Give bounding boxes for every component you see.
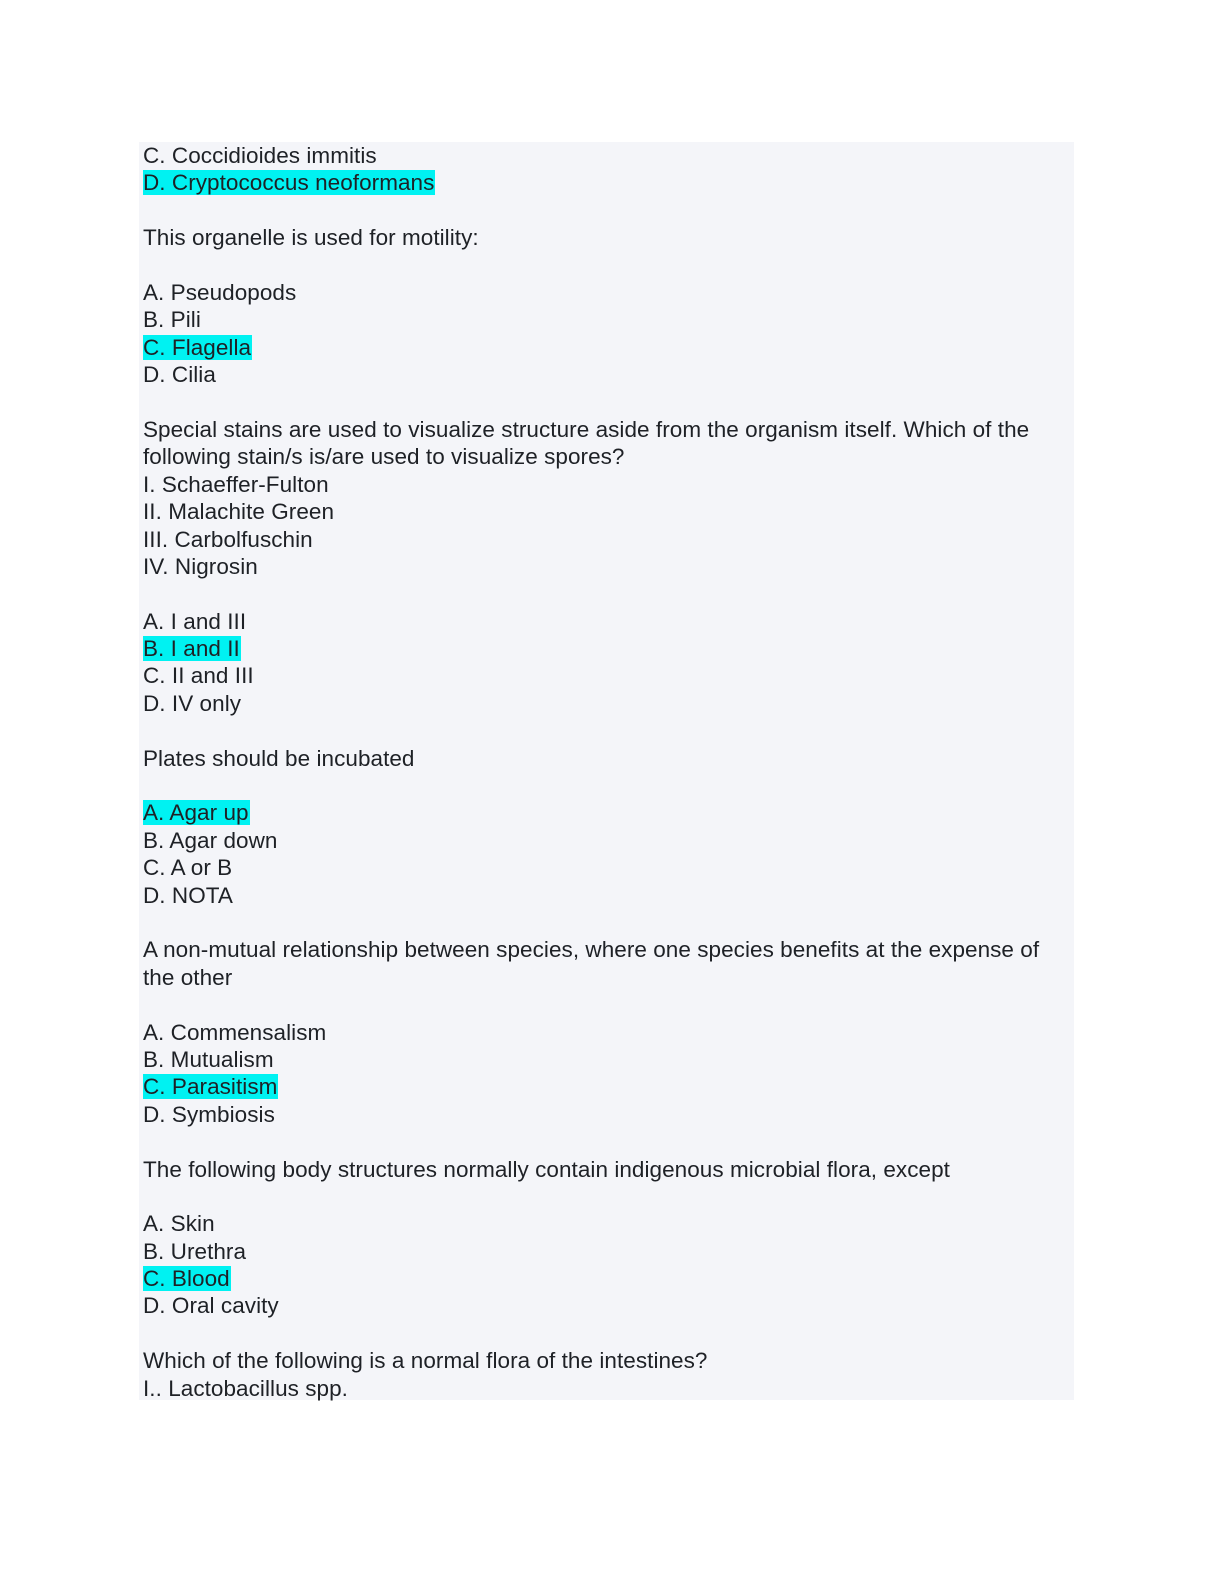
option-b xyxy=(143,827,1068,854)
option-label: D. IV only xyxy=(143,690,242,716)
option-label: D. Cilia xyxy=(143,362,216,388)
option-d-answer xyxy=(143,169,1068,196)
spacer xyxy=(143,717,1068,744)
option-label: B. Pili xyxy=(143,307,201,333)
roman-item: IV. Nigrosin xyxy=(143,553,258,579)
option-a xyxy=(143,608,1068,635)
option-c xyxy=(143,854,1068,881)
option-label: C. II and III xyxy=(143,663,254,689)
option-label: A. I and III xyxy=(143,608,247,634)
roman-item: I. Schaeffer-Fulton xyxy=(143,471,329,497)
spacer xyxy=(143,772,1068,799)
option-a xyxy=(143,1019,1068,1046)
option-label: B. Urethra xyxy=(143,1238,247,1264)
question-stem: The following body structures normally contain indigenous microbial flora, except xyxy=(143,1156,950,1182)
spacer xyxy=(143,197,1068,224)
option-label: B. Mutualism xyxy=(143,1046,274,1072)
option-b xyxy=(143,1238,1068,1265)
question-stem: A non-mutual relationship between species, where one species benefits at the expense of the other xyxy=(143,937,1040,990)
answer-highlight: B. I and II xyxy=(143,636,240,662)
option-label: D. Symbiosis xyxy=(143,1101,275,1127)
option-c-answer xyxy=(143,1073,1068,1100)
answer-highlight: C. Flagella xyxy=(143,334,252,360)
option-c-answer xyxy=(143,334,1068,361)
question-stem: Which of the following is a normal flora of the intestines? xyxy=(143,1348,708,1374)
question-stem: This organelle is used for motility: xyxy=(143,225,479,251)
option-d xyxy=(143,361,1068,388)
roman-item: III. Carbolfuschin xyxy=(143,526,313,552)
roman-item: II. Malachite Green xyxy=(143,499,335,525)
document-text xyxy=(143,142,1068,1402)
option-d xyxy=(143,1292,1068,1319)
option-c xyxy=(143,142,1068,169)
option-label: D. NOTA xyxy=(143,882,233,908)
option-label: A. Pseudopods xyxy=(143,279,297,305)
answer-highlight: A. Agar up xyxy=(143,800,249,826)
option-label: A. Commensalism xyxy=(143,1019,327,1045)
option-b-answer xyxy=(143,635,1068,662)
spacer xyxy=(143,580,1068,607)
answer-highlight: C. Blood xyxy=(143,1266,230,1292)
spacer xyxy=(143,1320,1068,1347)
option-label: C. A or B xyxy=(143,855,233,881)
option-a xyxy=(143,279,1068,306)
option-label: D. Oral cavity xyxy=(143,1293,279,1319)
option-b xyxy=(143,1046,1068,1073)
roman-item: I.. Lactobacillus spp. xyxy=(143,1375,348,1401)
option-label: A. Skin xyxy=(143,1211,215,1237)
option-d xyxy=(143,882,1068,909)
spacer xyxy=(143,389,1068,416)
spacer xyxy=(143,909,1068,936)
spacer xyxy=(143,991,1068,1018)
question-stem: Special stains are used to visualize structure aside from the organism itself. Which of the following stain/s is/are used to visualize spores? xyxy=(143,416,1030,470)
spacer xyxy=(143,1183,1068,1210)
spacer xyxy=(143,1128,1068,1155)
answer-highlight: C. Parasitism xyxy=(143,1074,278,1100)
option-label: B. Agar down xyxy=(143,827,278,853)
option-label: C. Coccidioides immitis xyxy=(143,143,377,168)
spacer xyxy=(143,252,1068,279)
option-d xyxy=(143,690,1068,717)
option-d xyxy=(143,1101,1068,1128)
option-a xyxy=(143,1210,1068,1237)
option-c-answer xyxy=(143,1265,1068,1292)
option-c xyxy=(143,662,1068,689)
answer-highlight: D. Cryptococcus neoformans xyxy=(143,170,435,196)
option-a-answer xyxy=(143,799,1068,826)
option-b xyxy=(143,306,1068,333)
question-stem: Plates should be incubated xyxy=(143,745,415,771)
